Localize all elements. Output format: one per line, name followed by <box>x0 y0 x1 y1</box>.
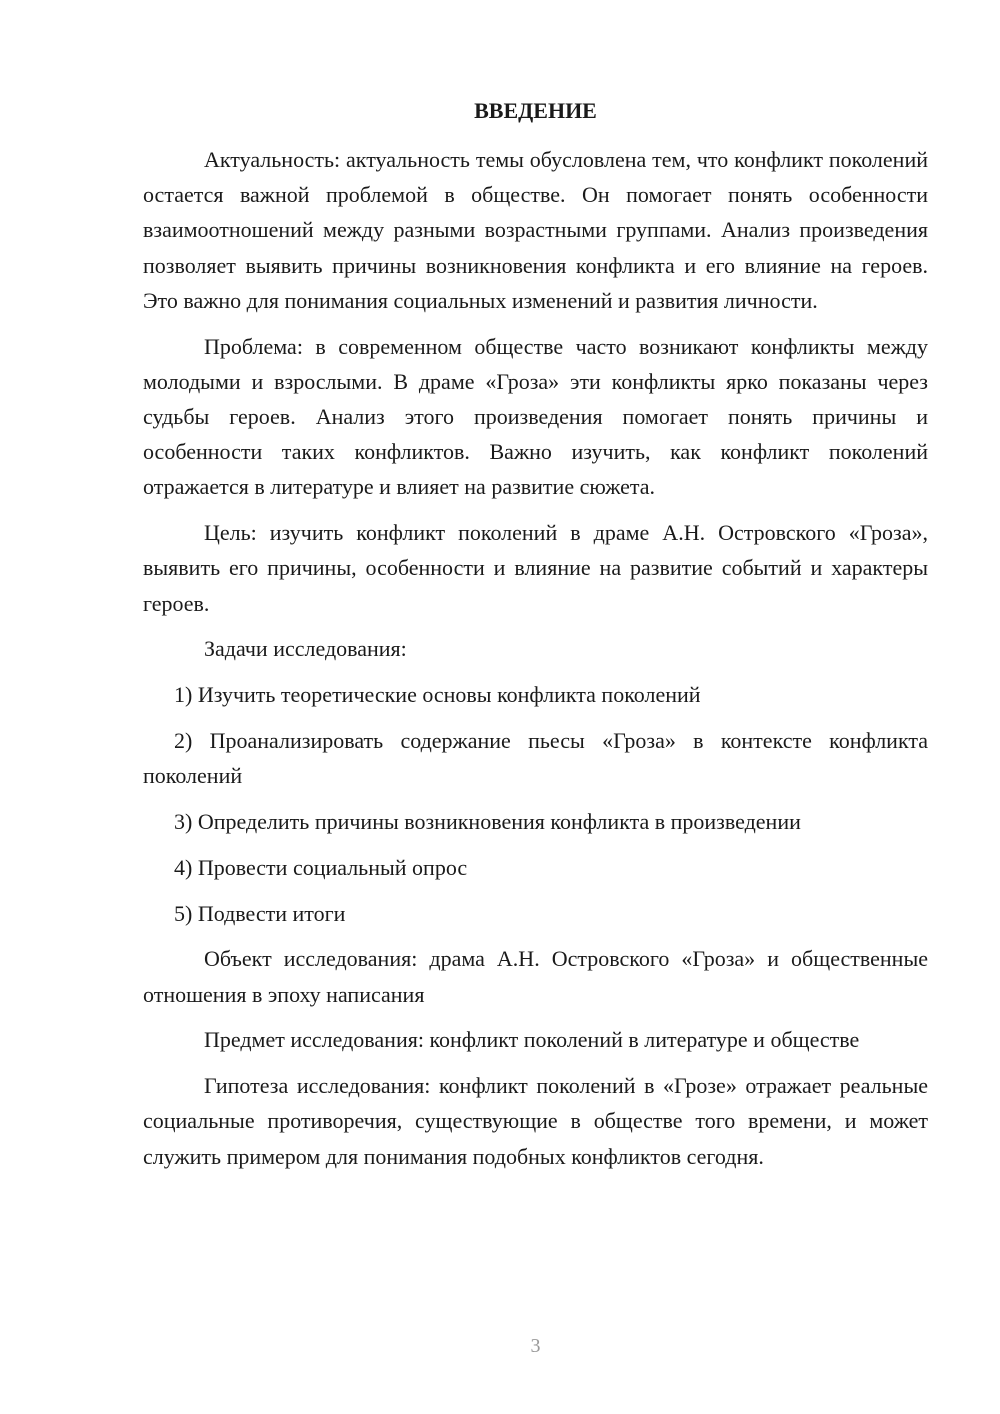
document-body <box>143 142 928 1184</box>
task-item-5: 5) Подвести итоги <box>174 900 346 926</box>
page-title: ВВЕДЕНИЕ <box>474 98 597 123</box>
paragraph-goal: Цель: изучить конфликт поколений в драме А.Н. Островского «Гроза», выявить его причины, особенности и влияние на развитие событий и характеры героев. <box>143 520 928 616</box>
task-item-1: 1) Изучить теоретические основы конфликта поколений <box>174 682 701 708</box>
paragraph-subject: Предмет исследования: конфликт поколений в литературе и обществе <box>204 1027 860 1053</box>
paragraph-problem: Проблема: в современном обществе часто возникают конфликты между молодыми и взрослыми. В драме «Гроза» эти конфликты ярко показаны через судьбы героев. Анализ этого произведения помогает понять причины и особенности таких конфликтов. Важно изучить, как конфликт поколений отражается в литературе и влияет на развитие сюжета. <box>143 333 928 500</box>
paragraph-relevance: Актуальность: актуальность темы обусловлена тем, что конфликт поколений остается важной проблемой в обществе. Он помогает понять особенности взаимоотношений между разными возрастными группами. Анализ произведения позволяет выявить причины возникновения конфликта и его влияние на героев. Это важно для понимания социальных изменений и развития личности. <box>143 147 928 313</box>
page-number: 3 <box>530 1335 541 1357</box>
task-item-3: 3) Определить причины возникновения конфликта в произведении <box>174 809 801 835</box>
paragraph-tasks-heading: Задачи исследования: <box>204 636 407 662</box>
paragraph-object: Объект исследования: драма А.Н. Островского «Гроза» и общественные отношения в эпоху написания <box>143 946 928 1007</box>
paragraph-hypothesis: Гипотеза исследования: конфликт поколений в «Грозе» отражает реальные социальные противоречия, существующие в обществе того времени, и может служить примером для понимания подобных конфликтов сегодня. <box>143 1073 928 1169</box>
task-item-4: 4) Провести социальный опрос <box>174 854 468 880</box>
task-item-2: 2) Проанализировать содержание пьесы «Гроза» в контексте конфликта поколений <box>143 728 928 789</box>
